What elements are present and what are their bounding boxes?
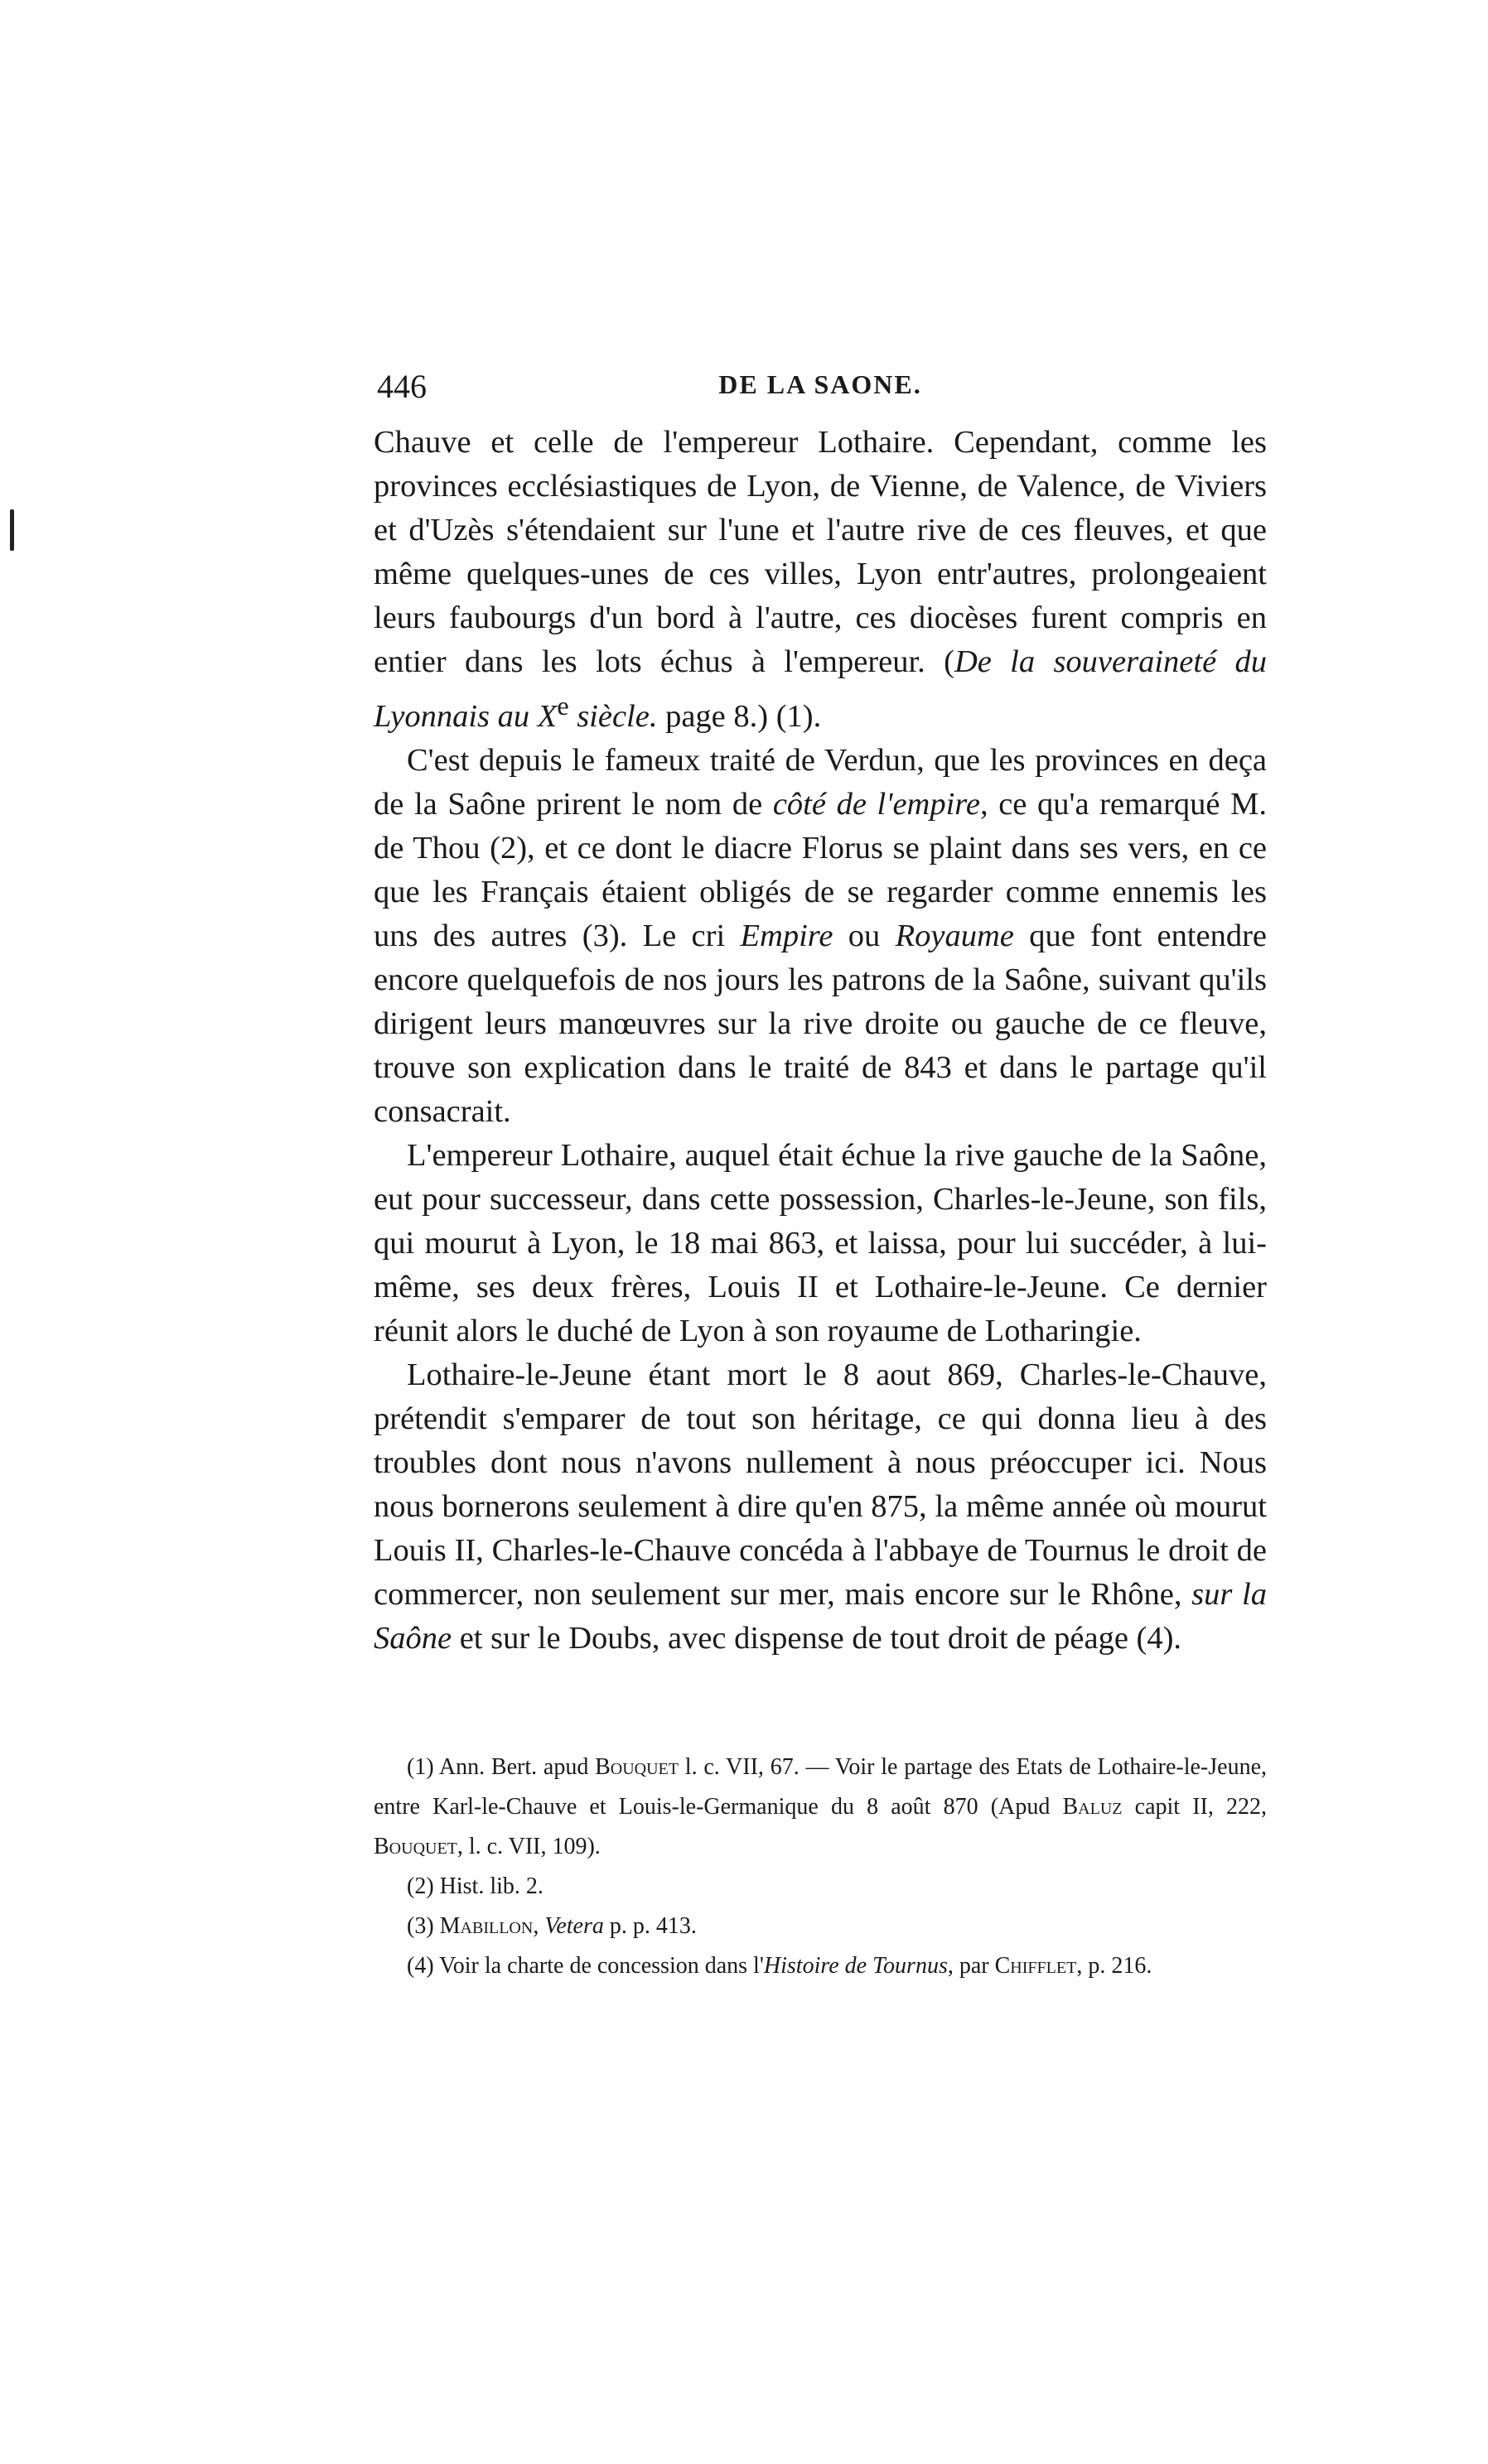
main-text: [374, 421, 1267, 1661]
footnote-2: (2) Hist. lib. 2.: [407, 1873, 544, 1899]
footnote-4: (4) Voir la charte de concession dans l'Histoire de Tournus, par Chifflet, p. 216.: [407, 1953, 1152, 1979]
footnote-3: (3) Mabillon, Vetera p. p. 413.: [407, 1913, 697, 1939]
page-number: 446: [377, 368, 427, 405]
paragraph-2: C'est depuis le fameux traité de Verdun, que les provinces en deça de la Saône prirent le nom de côté de l'empire, ce qu'a remarqué M. de Thou (2), et ce dont le diacre Florus se plaint dans ses vers, en ce que les Français étaient obligés de se regarder comme ennemis les uns des autres (3). Le cri Empire ou Royaume que font entendre encore quelquefois de nos jours les patrons de la Saône, suivant qu'ils dirigent leurs manœuvres sur la rive droite ou gauche de ce fleuve, trouve son explication dans le traité de 843 et dans le partage qu'il consacrait.: [374, 742, 1268, 1129]
scan-edge-mark: [10, 509, 14, 551]
footnotes: [374, 1748, 1267, 1986]
paragraph-4: Lothaire-le-Jeune étant mort le 8 aout 869, Charles-le-Chauve, prétendit s'emparer de tout son héritage, ce qui donna lieu à des troubles dont nous n'avons nullement à nous préoccuper ici. Nous nous bornerons seulement à dire qu'en 875, la même année où mourut Louis II, Charles-le-Chauve concéda à l'abbaye de Tournus le droit de commercer, non seulement sur mer, mais encore sur le Rhône, sur la Saône et sur le Doubs, avec dispense de tout droit de péage (4).: [374, 1357, 1267, 1656]
footnote-1: (1) Ann. Bert. apud Bouquet l. c. VII, 67. — Voir le partage des Etats de Lothaire-le-Jeune, entre Karl-le-Chauve et Louis-le-Germanique du 8 août 870 (Apud Baluz capit II, 222, Bouquet, l. c. VII, 109).: [374, 1754, 1268, 1859]
paragraph-1: Chauve et celle de l'empereur Lothaire. Cependant, comme les provinces ecclésiastiques de Lyon, de Vienne, de Valence, de Viviers et d'Uzès s'étendaient sur l'une et l'autre rive de ces fleuves, et que même quelques-unes de ces villes, Lyon entr'autres, prolongeaient leurs faubourgs d'un bord à l'autre, ces diocèses furent compris en entier dans les lots échus à l'empereur. (De la souveraineté du Lyonnais au Xe siècle. page 8.) (1).: [374, 425, 1267, 734]
running-head: DE LA SAONE.: [718, 369, 922, 399]
paragraph-3: L'empereur Lothaire, auquel était échue la rive gauche de la Saône, eut pour successeur, dans cette possession, Charles-le-Jeune, son fils, qui mourut à Lyon, le 18 mai 863, et laissa, pour lui succéder, à lui-même, ses deux frères, Louis II et Lothaire-le-Jeune. Ce dernier réunit alors le duché de Lyon à son royaume de Lotharingie.: [374, 1137, 1267, 1348]
page-header: [377, 366, 1263, 416]
